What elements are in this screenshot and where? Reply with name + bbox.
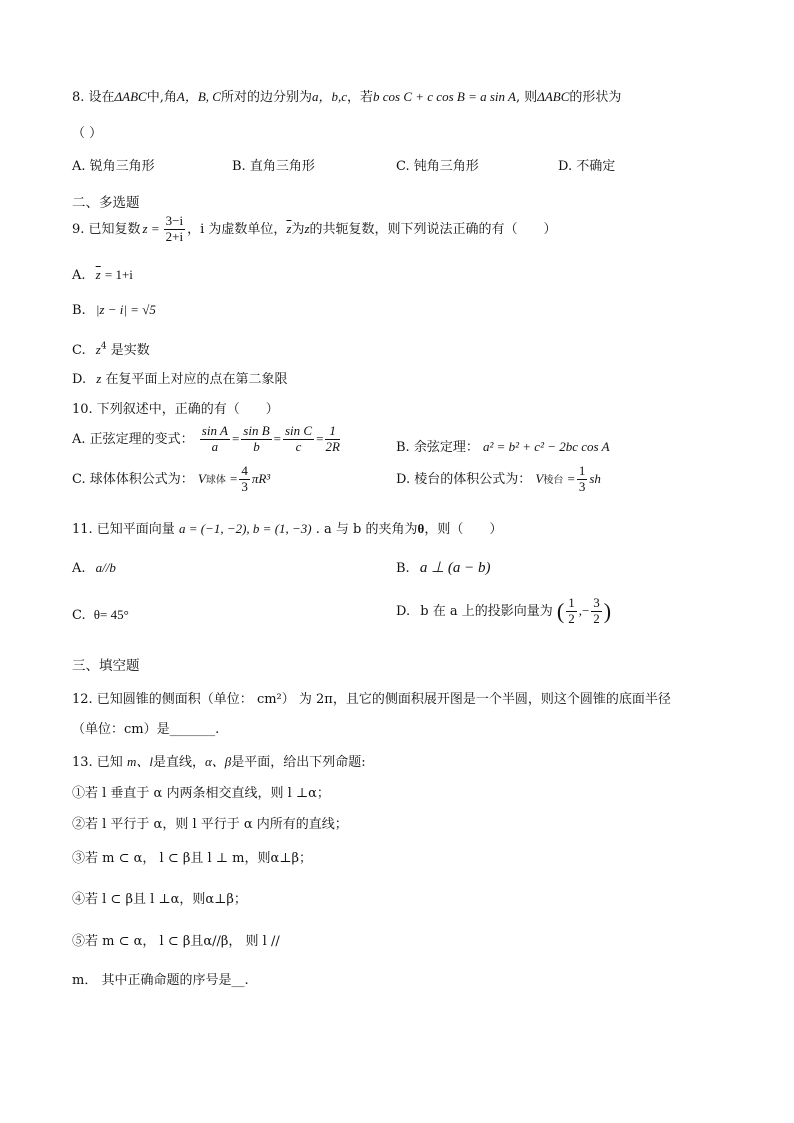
q11-option-a (72, 560, 116, 576)
q10-three-2: 3 (578, 478, 586, 494)
q10-frac-1-3 (577, 464, 588, 495)
q12-line1: 12. 已知圆锥的侧面积（单位： cm²） 为 2π，且它的侧面积展开图是一个半圆，则这个圆锥的底面半径 (72, 692, 671, 707)
q8-mid4: , 则 (515, 90, 538, 105)
q11-option-d: D. b 在 a 上的投影向量为 ( $\frac{1}{2}$ ,− $\frac{3}{2}$ ) (396, 595, 612, 626)
q10-three: 3 (241, 478, 248, 494)
q10-frac-2r (325, 424, 339, 455)
q10-frac-sinb (241, 424, 271, 455)
q11-mid: . a 与 b 的夹角为 (315, 522, 418, 537)
q11-half-num: 1 (568, 595, 575, 610)
q13-proposition-4: ④若 l ⊂ β且 l ⊥α，则α⊥β； (72, 892, 247, 907)
q8-option-d: D. 不确定 (558, 159, 616, 174)
q11-option-d-text: b 在 a 上的投影向量为 (420, 603, 553, 619)
q11-tail: ，则（ ） (424, 522, 503, 537)
q9-option-b-text: |z − i| = √5 (95, 302, 156, 317)
q11-frac-three-half (591, 596, 602, 627)
q13-tail: 是平面，给出下列命题: (231, 755, 366, 770)
q10-stem: 10. 下列叙述中，正确的有（ ） (72, 402, 279, 417)
q8-equation: b cos C + c cos B = a sin A (373, 89, 516, 104)
q11-stem (72, 518, 502, 537)
q10-option-c: C. 球体体积公式为： V球体 = $\frac{4}{3}$ πR³ (72, 463, 271, 494)
q10-2r: 2R (325, 438, 340, 454)
section-heading-fill-in: 三、填空题 (72, 658, 140, 674)
q9-option-a-zbar: $\overline{z}$ (95, 267, 101, 282)
q11-three-den: 2 (593, 610, 600, 626)
q10-option-a-text: A. 正弦定理的变式： (72, 431, 194, 447)
q10-option-a: A. 正弦定理的变式： $\frac{\text{sin A}}{a}$ = $\frac{\text{sin B}}{b}$ = $\frac{\text{sin C}}{c}$ = $\frac{1}{2R}$ (72, 423, 340, 454)
q10-v-sphere-sub: 球体 (205, 474, 226, 486)
q13-mid: 是直线， (152, 755, 205, 770)
q10-option-d: D. 棱台的体积公式为： V棱台 = $\frac{1}{3}$ sh (396, 463, 601, 494)
q11-half-den: 2 (568, 610, 575, 626)
q10-b: b (253, 438, 260, 454)
q8-triangle-2: ΔABC (537, 89, 570, 104)
q13-proposition-6: m． 其中正确命题的序号是__. (72, 973, 249, 988)
q9-rest3: 的共轭复数，则下列说法正确的有（ ） (309, 221, 557, 237)
q9-option-d-text: 在复平面上对应的点在第二象限 (105, 372, 288, 387)
q10-v-sphere: V (197, 470, 206, 486)
q8-option-a: A. 锐角三角形 (72, 159, 155, 174)
q11-option-a-text: a//b (95, 560, 116, 575)
q10-one-2: 1 (578, 463, 586, 478)
q10-frac-4-3 (239, 464, 250, 495)
q10-one: 1 (325, 424, 339, 440)
q10-v-frustum: V (535, 470, 544, 486)
q9-option-c-z: z (95, 342, 101, 357)
q8-sides: a，b,c (311, 89, 347, 104)
q9-option-a-label: A. (72, 268, 86, 283)
q9-option-d-label: D. (72, 372, 87, 387)
q8-option-b: B. 直角三角形 (232, 159, 315, 174)
q8-mid2: 所对的边分别为 (220, 90, 312, 105)
q9-stem (72, 214, 557, 245)
q9-zbar: $\overline{z}$ (286, 220, 292, 236)
q10-v-frustum-sub: 棱台 (543, 474, 564, 486)
q10-sinc: sin C (285, 423, 313, 438)
q10-four: 4 (241, 463, 248, 478)
q9-denominator: 2+i (165, 228, 184, 244)
q8-triangle: ΔABC (114, 89, 147, 104)
q13-lead: 13. 已知 (72, 755, 123, 770)
q9-option-b (72, 302, 156, 318)
q10-pir3: πR³ (251, 470, 271, 486)
q10-sh: sh (589, 470, 601, 486)
q13-planes: α、β (204, 754, 232, 769)
q13-stem (72, 751, 366, 770)
q8-mid3: ，若 (346, 90, 373, 105)
q9-rest2: 为 (291, 221, 305, 237)
q10-option-b-eq: a² = b² + c² − 2bc cos A (482, 439, 610, 454)
q9-z: z = (142, 220, 160, 236)
q10-option-d-text: D. 棱台的体积公式为： (396, 471, 532, 487)
q10-option-b (396, 436, 610, 455)
q9-option-a-text: = 1+i (104, 267, 133, 282)
q9-option-a (72, 267, 133, 283)
q9-fraction (164, 214, 185, 245)
q11-option-b-label: B. (396, 561, 410, 576)
q9-lead: 9. 已知复数 (72, 221, 141, 237)
q10-a: a (211, 438, 219, 454)
q8-mid1: 中,角 (146, 90, 177, 105)
q10-sina: sin A (201, 423, 228, 438)
q12-line2: （单位：cm）是_______. (72, 722, 220, 737)
q9-option-c-text: 是实数 (110, 343, 150, 358)
q11-three-num: 3 (593, 595, 600, 610)
q9-rest: ，i 为虚数单位， (187, 221, 287, 237)
q11-option-c (72, 607, 129, 623)
q11-vectors: a = (−1, −2), b = (1, −3) (178, 521, 312, 536)
q13-proposition-3: ③若 m ⊂ α， l ⊂ β且 l ⊥ m，则α⊥β； (72, 851, 312, 866)
q11-option-b (396, 558, 491, 577)
q10-sinb: sin B (243, 423, 270, 438)
q8-stem (72, 86, 621, 105)
q13-proposition-1: ①若 l 垂直于 α 内两条相交直线，则 l ⊥α； (72, 786, 330, 801)
q11-frac-half (566, 596, 577, 627)
q8-lead: 8. 设在 (72, 90, 115, 105)
q13-proposition-2: ②若 l 平行于 α，则 l 平行于 α 内所有的直线； (72, 817, 348, 832)
q11-option-c-label: C. (72, 608, 86, 623)
q11-option-d-label: D. (396, 603, 411, 619)
q8-paren: （ ） (72, 126, 103, 141)
q9-numerator: 3−i (165, 213, 184, 228)
section-heading-multiple-choice: 二、多选题 (72, 195, 140, 211)
q10-option-c-text: C. 球体体积公式为： (72, 471, 194, 487)
q11-option-a-label: A. (72, 561, 86, 576)
q8-angles: A，B, C (176, 89, 221, 104)
q9-option-d (72, 368, 287, 387)
q9-option-b-label: B. (72, 303, 86, 318)
q8-tail: 的形状为 (569, 90, 622, 105)
q11-option-b-text: a ⊥ (a − b) (419, 560, 491, 576)
q13-proposition-5: ⑤若 m ⊂ α， l ⊂ β且α//β， 则 l // (72, 934, 280, 949)
q11-option-c-text: θ= 45° (93, 607, 129, 622)
q9-z2: z (304, 220, 310, 236)
q10-c: c (295, 438, 302, 454)
q9-option-c-sup: 4 (100, 341, 107, 352)
q13-lines: m、l (126, 754, 153, 769)
q9-option-d-z: z (96, 371, 102, 386)
q10-option-b-text: B. 余弦定理： (396, 440, 479, 455)
q10-frac-sina (200, 424, 230, 455)
q10-frac-sinc (283, 424, 314, 455)
q11-theta: θ (417, 521, 425, 536)
q11-lead: 11. 已知平面向量 (72, 522, 175, 537)
q9-option-c (72, 339, 150, 358)
q8-option-c: C. 钝角三角形 (396, 159, 479, 174)
q9-option-c-label: C. (72, 343, 86, 358)
